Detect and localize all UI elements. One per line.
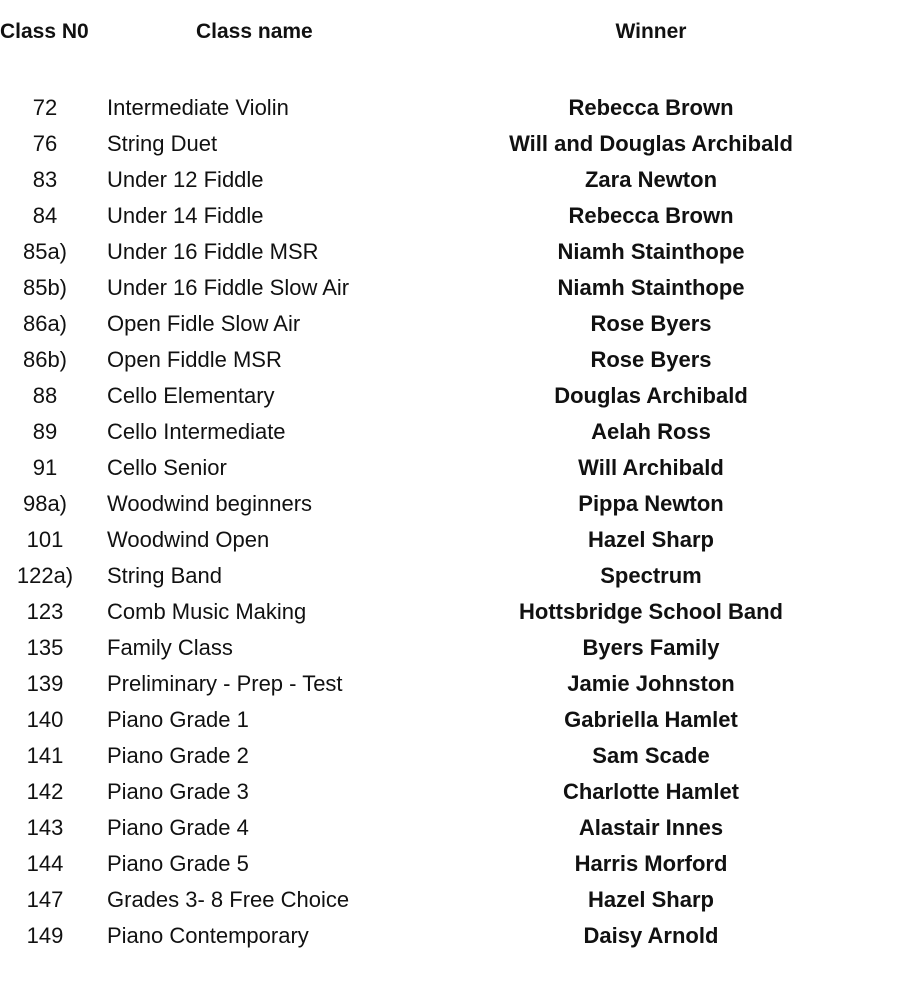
winner-name: Aelah Ross bbox=[591, 419, 711, 444]
class-number: 84 bbox=[32, 203, 58, 228]
class-name: Cello Intermediate bbox=[107, 419, 286, 444]
class-name: Piano Grade 1 bbox=[107, 707, 249, 732]
winner-name: Rose Byers bbox=[590, 347, 712, 372]
class-name: Under 16 Fiddle Slow Air bbox=[107, 275, 350, 300]
table-row bbox=[0, 774, 913, 810]
class-number: 76 bbox=[32, 131, 58, 156]
table-row bbox=[0, 522, 913, 558]
class-number: 91 bbox=[32, 455, 58, 480]
class-name: Preliminary - Prep - Test bbox=[107, 671, 343, 696]
class-name: Family Class bbox=[107, 635, 233, 660]
table-row bbox=[0, 162, 913, 198]
winner-name: Jamie Johnston bbox=[567, 671, 735, 696]
class-number: 147 bbox=[26, 887, 64, 912]
winner-name: Byers Family bbox=[582, 635, 720, 660]
table-row bbox=[0, 702, 913, 738]
class-number: 86a) bbox=[22, 311, 68, 336]
winner-name: Hazel Sharp bbox=[588, 527, 714, 552]
winner-name: Charlotte Hamlet bbox=[562, 779, 740, 804]
table-row bbox=[0, 738, 913, 774]
winner-name: Niamh Stainthope bbox=[557, 275, 745, 300]
table-row bbox=[0, 666, 913, 702]
table-row bbox=[0, 306, 913, 342]
class-name: Open Fidle Slow Air bbox=[107, 311, 301, 336]
class-name: Under 14 Fiddle bbox=[107, 203, 264, 228]
class-name: Piano Grade 5 bbox=[107, 851, 249, 876]
class-no-header: Class N0 bbox=[0, 20, 89, 43]
table-row bbox=[0, 630, 913, 666]
winner-name: Gabriella Hamlet bbox=[564, 707, 738, 732]
table-row bbox=[0, 558, 913, 594]
table-row bbox=[0, 234, 913, 270]
winner-name: Pippa Newton bbox=[578, 491, 724, 516]
table-row bbox=[0, 918, 913, 954]
class-name: Under 12 Fiddle bbox=[107, 167, 264, 192]
class-name: Under 16 Fiddle MSR bbox=[107, 239, 319, 264]
table-row bbox=[0, 414, 913, 450]
class-number: 86b) bbox=[22, 347, 68, 372]
class-name: Intermediate Violin bbox=[107, 95, 289, 120]
class-name: Piano Grade 3 bbox=[107, 779, 249, 804]
winner-name: Will Archibald bbox=[578, 455, 724, 480]
table-row bbox=[0, 810, 913, 846]
class-name: Piano Grade 4 bbox=[107, 815, 249, 840]
winner-name: Will and Douglas Archibald bbox=[509, 131, 793, 156]
winner-name: Alastair Innes bbox=[578, 815, 724, 840]
class-name: String Band bbox=[107, 563, 222, 588]
class-number: 139 bbox=[26, 671, 64, 696]
class-number: 85a) bbox=[22, 239, 68, 264]
class-number: 101 bbox=[26, 527, 64, 552]
table-row bbox=[0, 126, 913, 162]
results-table bbox=[0, 90, 913, 954]
winner-name: Zara Newton bbox=[584, 167, 718, 192]
class-number: 98a) bbox=[22, 491, 68, 516]
table-row bbox=[0, 486, 913, 522]
table-row bbox=[0, 90, 913, 126]
class-name: Cello Senior bbox=[107, 455, 227, 480]
table-row bbox=[0, 450, 913, 486]
winner-name: Sam Scade bbox=[592, 743, 710, 768]
class-number: 140 bbox=[26, 707, 64, 732]
class-number: 149 bbox=[26, 923, 64, 948]
class-number: 135 bbox=[26, 635, 64, 660]
winner-name: Douglas Archibald bbox=[554, 383, 748, 408]
class-number: 72 bbox=[32, 95, 58, 120]
class-name-header: Class name bbox=[196, 20, 313, 43]
winner-name: Hazel Sharp bbox=[588, 887, 714, 912]
class-number: 88 bbox=[32, 383, 58, 408]
class-name: Woodwind beginners bbox=[107, 491, 313, 516]
class-number: 144 bbox=[26, 851, 64, 876]
winner-header: Winner bbox=[615, 20, 687, 43]
class-name: Piano Contemporary bbox=[107, 923, 309, 948]
class-number: 89 bbox=[32, 419, 58, 444]
table-row bbox=[0, 846, 913, 882]
table-row bbox=[0, 882, 913, 918]
winner-name: Rebecca Brown bbox=[568, 95, 734, 120]
winner-name: Daisy Arnold bbox=[583, 923, 719, 948]
class-number: 123 bbox=[26, 599, 64, 624]
class-number: 85b) bbox=[22, 275, 68, 300]
class-name: Grades 3- 8 Free Choice bbox=[107, 887, 350, 912]
table-row bbox=[0, 342, 913, 378]
winner-name: Spectrum bbox=[600, 563, 702, 588]
class-number: 141 bbox=[26, 743, 64, 768]
winner-name: Niamh Stainthope bbox=[557, 239, 745, 264]
winner-name: Harris Morford bbox=[574, 851, 728, 876]
class-number: 122a) bbox=[16, 563, 74, 588]
class-name: Comb Music Making bbox=[107, 599, 307, 624]
table-row bbox=[0, 594, 913, 630]
winner-name: Rebecca Brown bbox=[568, 203, 734, 228]
table-row bbox=[0, 270, 913, 306]
class-name: Woodwind Open bbox=[107, 527, 270, 552]
table-row bbox=[0, 378, 913, 414]
class-name: String Duet bbox=[107, 131, 218, 156]
class-name: Open Fiddle MSR bbox=[107, 347, 282, 372]
table-row bbox=[0, 198, 913, 234]
class-name: Piano Grade 2 bbox=[107, 743, 249, 768]
class-number: 143 bbox=[26, 815, 64, 840]
table-header bbox=[0, 20, 913, 52]
class-name: Cello Elementary bbox=[107, 383, 275, 408]
winner-name: Hottsbridge School Band bbox=[519, 599, 783, 624]
class-number: 142 bbox=[26, 779, 64, 804]
winner-name: Rose Byers bbox=[590, 311, 712, 336]
class-number: 83 bbox=[32, 167, 58, 192]
